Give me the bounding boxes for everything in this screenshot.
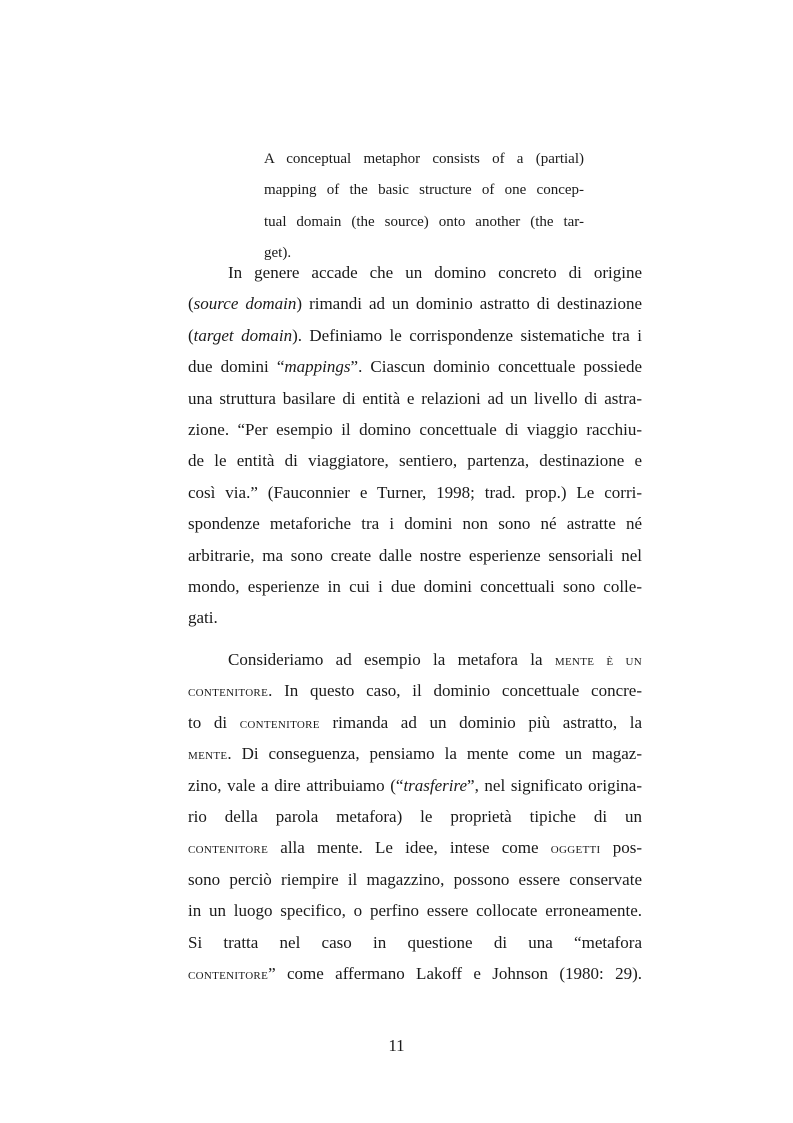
text-line: in un luogo specifico, o perfino essere collocate erroneamente. xyxy=(188,901,642,921)
text-line: to di contenitore rimanda ad un dominio più astratto, la xyxy=(188,712,642,732)
text-line: zino, vale a dire attribuiamo (“trasferire”, nel significato origina- xyxy=(188,775,642,795)
paragraph-2 xyxy=(188,644,642,989)
small-caps-term: contenitore xyxy=(188,684,269,701)
block-quote xyxy=(264,148,584,274)
text-line: spondenze metaforiche tra i domini non sono né astratte né xyxy=(188,514,642,534)
small-caps-term: mente xyxy=(188,747,228,764)
emphasis: trasferire xyxy=(403,775,468,795)
quote-line: A conceptual metaphor consists of a (partial) xyxy=(264,151,584,167)
text-line: (target domain). Definiamo le corrispondenze sistematiche tra i xyxy=(188,325,642,345)
small-caps-term: mente è un xyxy=(554,653,642,669)
small-caps-term: contenitore xyxy=(188,966,269,983)
text-line: Consideriamo ad esempio la metafora la mente è un xyxy=(228,650,642,669)
small-caps-term: contenitore xyxy=(239,715,320,732)
text-line: arbitrarie, ma sono create dalle nostre esperienze sensoriali nel xyxy=(188,545,642,565)
paragraph-1 xyxy=(188,257,642,634)
text-line: contenitore alla mente. Le idee, intese come oggetti pos- xyxy=(188,838,642,858)
text-line: sono perciò riempire il magazzino, possono essere conservate xyxy=(188,869,642,889)
text-line: de le entità di viaggiatore, sentiero, partenza, destinazione e xyxy=(188,451,642,471)
text-line: In genere accade che un domino concreto di origine xyxy=(228,263,642,282)
text-line: mondo, esperienze in cui i due domini concettuali sono colle- xyxy=(188,576,642,596)
text-line: così via.” (Fauconnier e Turner, 1998; trad. prop.) Le corri- xyxy=(188,482,642,502)
emphasis: mappings xyxy=(284,357,351,377)
text-line: due domini “mappings”. Ciascun dominio concettuale possiede xyxy=(188,357,642,377)
text-line: Si tratta nel caso in questione di una “metafora xyxy=(188,932,642,952)
text-line: rio della parola metafora) le proprietà tipiche di un xyxy=(188,806,642,826)
quote-line: tual domain (the source) onto another (the tar- xyxy=(264,213,584,230)
emphasis: target domain xyxy=(193,325,293,345)
small-caps-term: oggetti xyxy=(550,841,601,858)
text-line: mente. Di conseguenza, pensiamo la mente come un magaz- xyxy=(188,744,642,764)
text-line: contenitore” come affermano Lakoff e Johnson (1980: 29). xyxy=(188,963,642,983)
emphasis: source domain xyxy=(193,294,297,314)
text-line: contenitore. In questo caso, il dominio concettuale concre- xyxy=(188,681,642,701)
text-line: gati. xyxy=(188,608,218,628)
page-number: 11 xyxy=(388,1036,405,1055)
text-line: (source domain) rimandi ad un dominio astratto di destinazione xyxy=(188,294,642,314)
small-caps-term: contenitore xyxy=(188,841,269,858)
quote-line: mapping of the basic structure of one concep- xyxy=(264,182,584,199)
text-line: una struttura basilare di entità e relazioni ad un livello di astra- xyxy=(188,388,642,408)
quote-line: get). xyxy=(264,245,292,262)
text-line: zione. “Per esempio il domino concettuale di viaggio racchiu- xyxy=(188,419,642,439)
